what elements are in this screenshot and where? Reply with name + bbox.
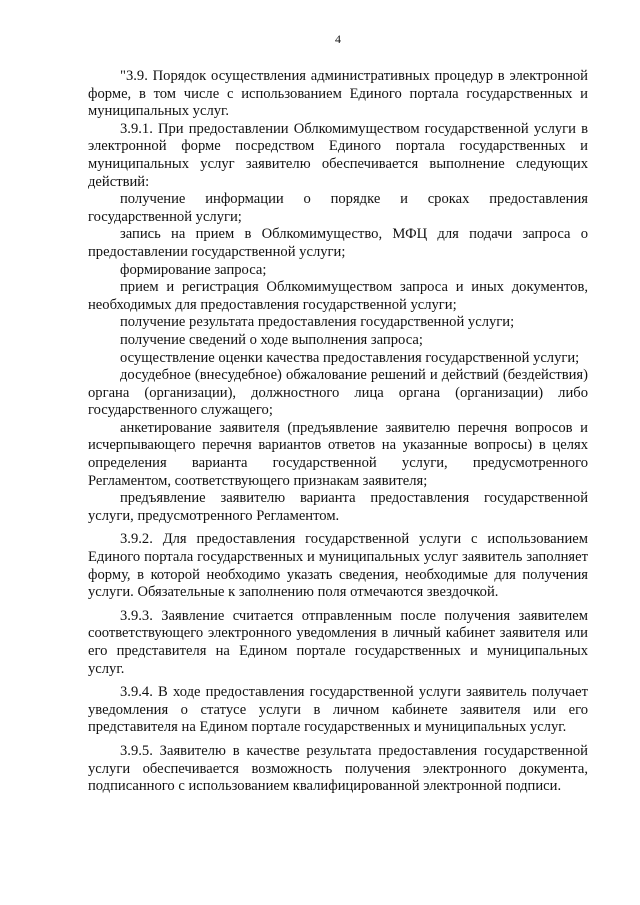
page-number: 4 (335, 32, 341, 46)
paragraph-3-9-4: 3.9.4. В ходе предоставления государственной услуги заявитель получает уведомления о статусе услуги в личном кабинете заявителя или его представителя на Едином портале государственных и муниципальных услуг. (88, 684, 588, 736)
list-item: получение сведений о ходе выполнения запроса; (120, 331, 423, 348)
list-item: осуществление оценки качества предоставления государственной услуги; (120, 349, 580, 366)
list-item: получение информации о порядке и сроках предоставления государственной услуги; (88, 191, 588, 225)
document-body (88, 68, 588, 796)
paragraph-3-9-5: 3.9.5. Заявителю в качестве результата предоставления государственной услуги обеспечивается возможность получения электронного документа, подписанного с использованием квалифицированной электронной подписи. (88, 742, 588, 795)
list-item: запись на прием в Облкомимущество, МФЦ для подачи запроса о предоставлении государственной услуги; (88, 226, 588, 260)
paragraph-3-9-3: 3.9.3. Заявление считается отправленным после получения заявителем соответствующего электронного уведомления в личный кабинет заявителя или его представителя на Едином портале государственных и муниципальных услуг. (88, 607, 588, 677)
list-item: формирование запроса; (120, 261, 267, 278)
list-item: досудебное (внесудебное) обжалование решений и действий (бездействия) органа (организации), должностного лица органа (организации) либо государственного служащего; (88, 367, 588, 419)
paragraph-3-9-1: 3.9.1. При предоставлении Облкомимуществом государственной услуги в электронной форме посредством Единого портала государственных и муниципальных услуг заявителю обеспечивается выполнение следующих действий: (88, 120, 588, 190)
paragraph-3-9-2: 3.9.2. Для предоставления государственной услуги с использованием Единого портала государственных и муниципальных услуг заявитель заполняет форму, в которой необходимо указать сведения, необходимые для получения услуги. Обязательные к заполнению поля отмечаются звездочкой. (88, 531, 588, 601)
list-item: предъявление заявителю варианта предоставления государственной услуги, предусмотренного Регламентом. (88, 490, 588, 524)
list-item: получение результата предоставления государственной услуги; (120, 314, 515, 331)
list-item: прием и регистрация Облкомимуществом запроса и иных документов, необходимых для предоставления государственной услуги; (88, 279, 588, 313)
list-item: анкетирование заявителя (предъявление заявителю перечня вопросов и исчерпывающего перечня вариантов ответов на указанные вопросы) в целях определения варианта государственной услуги, предусмотренного Регламентом, соответствующего признакам заявителя; (88, 419, 588, 489)
section-heading-3-9: "3.9. Порядок осуществления административных процедур в электронной форме, в том числе с использованием Единого портала государственных и муниципальных услуг. (88, 68, 588, 120)
